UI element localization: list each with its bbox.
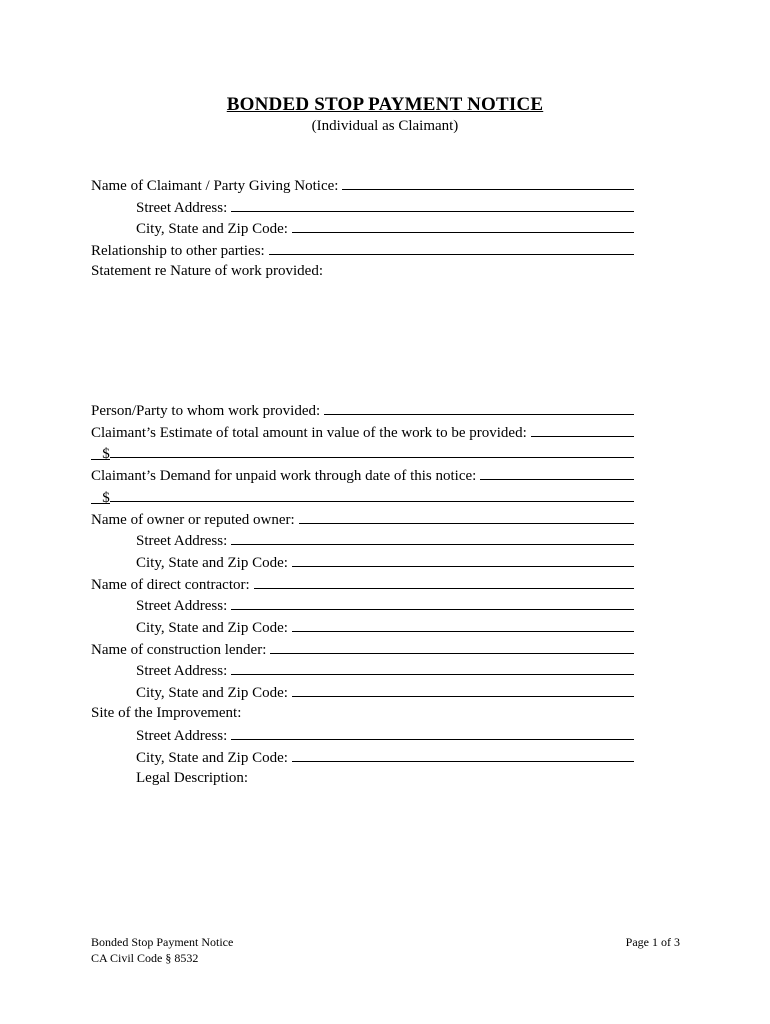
footer-left	[91, 934, 233, 966]
estimate-currency-symbol: $	[102, 446, 110, 462]
relationship-label: Relationship to other parties:	[91, 243, 265, 259]
estimate-amount-blank[interactable]	[110, 443, 634, 458]
person-party-row	[91, 400, 634, 418]
document-subtitle: (Individual as Claimant)	[311, 118, 459, 134]
nature-of-work-label: Statement re Nature of work provided:	[91, 263, 324, 279]
lender-street-label: Street Address:	[136, 663, 228, 679]
lender-name-label: Name of construction lender:	[91, 642, 267, 658]
demand-amount-blank[interactable]	[110, 487, 634, 502]
demand-currency-symbol: $	[102, 490, 110, 506]
estimate-blank[interactable]	[531, 422, 634, 437]
claimant-name-row	[91, 175, 634, 193]
contractor-street-label: Street Address:	[136, 598, 228, 614]
claimant-name-label: Name of Claimant / Party Giving Notice:	[91, 178, 339, 194]
owner-city-blank[interactable]	[292, 552, 634, 567]
legal-description-label: Legal Description:	[136, 770, 249, 786]
owner-street-label: Street Address:	[136, 533, 228, 549]
lender-city-blank[interactable]	[292, 682, 634, 697]
site-street-row	[136, 725, 634, 743]
demand-amount-lead	[91, 489, 102, 504]
site-row	[91, 704, 634, 722]
site-city-blank[interactable]	[292, 747, 634, 762]
claimant-name-blank[interactable]	[342, 175, 634, 190]
lender-street-blank[interactable]	[231, 660, 634, 675]
lender-name-blank[interactable]	[270, 639, 634, 654]
owner-street-row	[136, 530, 634, 548]
footer-page-number: Page 1 of 3	[625, 935, 680, 949]
relationship-row	[91, 240, 634, 258]
owner-name-blank[interactable]	[299, 509, 634, 524]
estimate-amount-row	[91, 443, 634, 461]
site-city-row	[136, 747, 634, 765]
owner-street-blank[interactable]	[231, 530, 634, 545]
estimate-row	[91, 422, 634, 440]
contractor-name-row	[91, 574, 634, 592]
demand-row	[91, 465, 634, 483]
site-label: Site of the Improvement:	[91, 705, 242, 721]
claimant-city-row	[136, 218, 634, 236]
contractor-name-label: Name of direct contractor:	[91, 577, 250, 593]
contractor-street-blank[interactable]	[231, 595, 634, 610]
owner-name-label: Name of owner or reputed owner:	[91, 512, 295, 528]
claimant-city-label: City, State and Zip Code:	[136, 221, 288, 237]
relationship-blank[interactable]	[269, 240, 634, 255]
owner-name-row	[91, 509, 634, 527]
legal-description-row	[136, 769, 634, 787]
footer-code: CA Civil Code § 8532	[91, 951, 199, 965]
contractor-name-blank[interactable]	[254, 574, 634, 589]
claimant-street-label: Street Address:	[136, 200, 228, 216]
site-street-blank[interactable]	[231, 725, 634, 740]
document-title: BONDED STOP PAYMENT NOTICE	[226, 94, 544, 115]
lender-street-row	[136, 660, 634, 678]
lender-city-row	[136, 682, 634, 700]
lender-city-label: City, State and Zip Code:	[136, 685, 288, 701]
contractor-street-row	[136, 595, 634, 613]
owner-city-row	[136, 552, 634, 570]
demand-amount-row	[91, 487, 634, 505]
nature-of-work-row	[91, 262, 634, 280]
person-party-label: Person/Party to whom work provided:	[91, 403, 321, 419]
footer-doc-name: Bonded Stop Payment Notice	[91, 935, 234, 949]
demand-label: Claimant’s Demand for unpaid work through date of this notice:	[91, 468, 477, 484]
contractor-city-label: City, State and Zip Code:	[136, 620, 288, 636]
demand-blank[interactable]	[480, 465, 634, 480]
claimant-city-blank[interactable]	[292, 218, 634, 233]
contractor-city-blank[interactable]	[292, 617, 634, 632]
site-city-label: City, State and Zip Code:	[136, 750, 288, 766]
site-street-label: Street Address:	[136, 728, 228, 744]
estimate-amount-lead	[91, 445, 102, 460]
contractor-city-row	[136, 617, 634, 635]
claimant-street-row	[136, 197, 634, 215]
person-party-blank[interactable]	[324, 400, 634, 415]
owner-city-label: City, State and Zip Code:	[136, 555, 288, 571]
claimant-street-blank[interactable]	[231, 197, 634, 212]
lender-name-row	[91, 639, 634, 657]
estimate-label: Claimant’s Estimate of total amount in value of the work to be provided:	[91, 425, 527, 441]
